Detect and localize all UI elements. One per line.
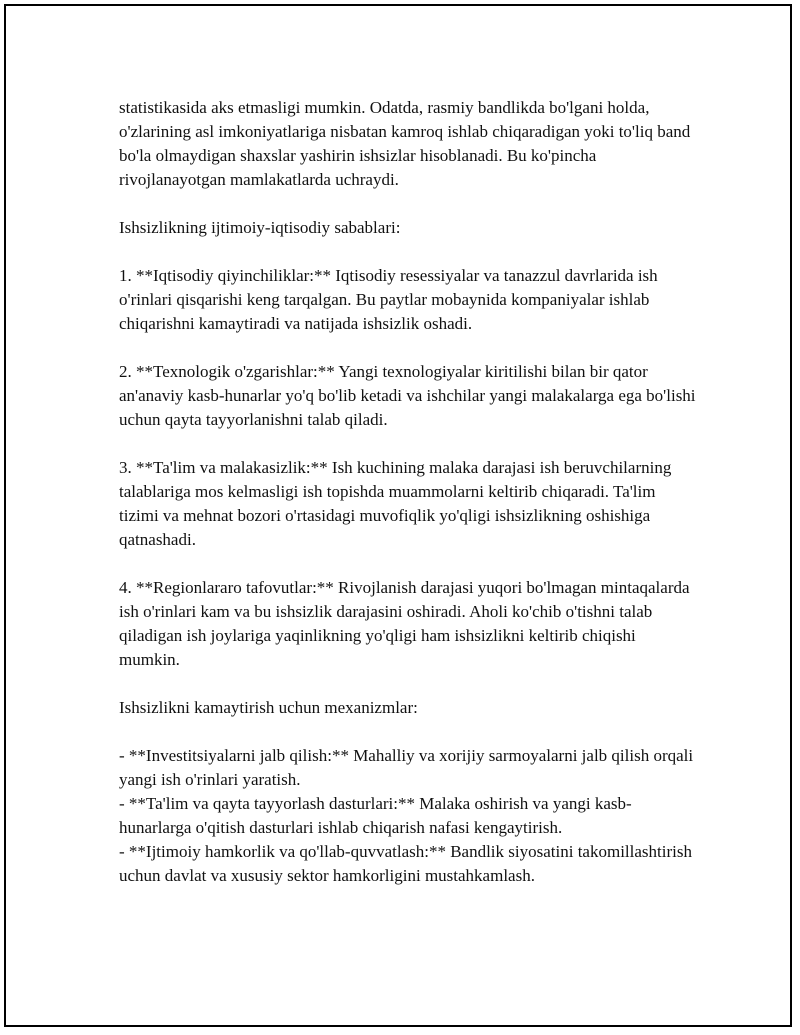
paragraph-intro: statistikasida aks etmasligi mumkin. Odatda, rasmiy bandlikda bo'lgani holda, o'zlarining asl imkoniyatlariga nisbatan kamroq ishlab chiqaradigan yoki to'liq band bo'la olmaydigan shaxslar yashirin ishsizlar hisoblanadi. Bu ko'pincha rivojlanayotgan mamlakatlarda uchraydi.: [119, 98, 691, 189]
heading-causes: Ishsizlikning ijtimoiy-iqtisodiy sabablari:: [119, 218, 401, 237]
cause-item-4: 4. **Regionlararo tafovutlar:** Rivojlanish darajasi yuqori bo'lmagan mintaqalarda ish o'rinlari kam va bu ishsizlik darajasini oshiradi. Aholi ko'chib o'tishni talab qiladigan ish joylariga yaqinlikning yo'qligi ham ishsizlikni keltirib chiqishi mumkin.: [119, 578, 690, 669]
cause-item-3: 3. **Ta'lim va malakasizlik:** Ish kuchining malaka darajasi ish beruvchilarning talablariga mos kelmasligi ish topishda muammolarni keltirib chiqaradi. Ta'lim tizimi va mehnat bozori o'rtasidagi muvofiqlik yo'qligi ishsizlikning oshishiga qatnashadi.: [119, 458, 672, 549]
heading-mechanisms: Ishsizlikni kamaytirish uchun mexanizmlar:: [119, 698, 418, 717]
mechanism-item-1: - **Investitsiyalarni jalb qilish:** Mahalliy va xorijiy sarmoyalarni jalb qilish orqali yangi ish o'rinlari yaratish.: [119, 746, 694, 789]
page-frame: [4, 4, 792, 1027]
mechanisms-list: [119, 744, 699, 888]
mechanism-item-2: - **Ta'lim va qayta tayyorlash dasturlari:** Malaka oshirish va yangi kasb-hunarlarga o'qitish dasturlari ishlab chiqarish nafasi kengaytirish.: [119, 794, 632, 837]
cause-item-1: 1. **Iqtisodiy qiyinchiliklar:** Iqtisodiy resessiyalar va tanazzul davrlarida ish o'rinlari qisqarishi keng tarqalgan. Bu paytlar mobaynida kompaniyalar ishlab chiqarishni kamaytiradi va natijada ishsizlik oshadi.: [119, 266, 658, 333]
mechanism-item-3: - **Ijtimoiy hamkorlik va qo'llab-quvvatlash:** Bandlik siyosatini takomillashtirish uchun davlat va xususiy sektor hamkorligini mustahkamlash.: [119, 842, 692, 885]
document-body: [119, 96, 699, 912]
cause-item-2: 2. **Texnologik o'zgarishlar:** Yangi texnologiyalar kiritilishi bilan bir qator an'anaviy kasb-hunarlar yo'q bo'lib ketadi va ishchilar yangi malakalarga ega bo'lishi uchun qayta tayyorlanishni talab qiladi.: [119, 362, 696, 429]
